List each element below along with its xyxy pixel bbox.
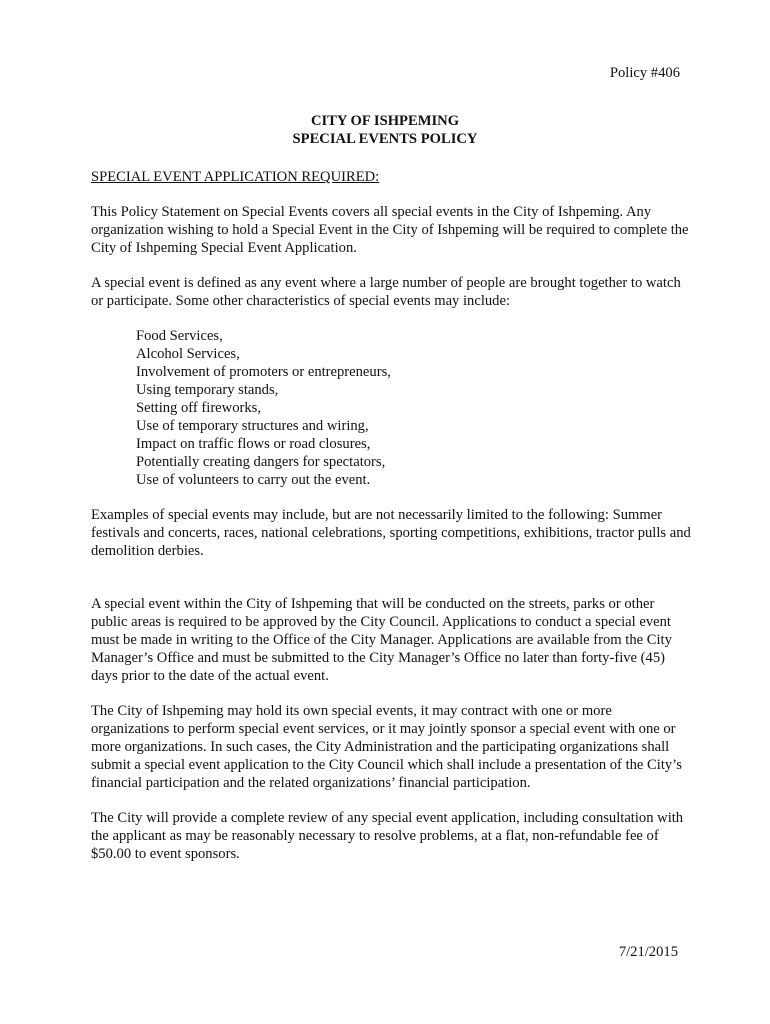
list-item: Potentially creating dangers for spectators,: [136, 454, 386, 470]
document-date: 7/21/2015: [618, 944, 678, 960]
title-city: CITY OF ISHPEMING: [310, 113, 460, 129]
characteristics-list: [136, 327, 691, 489]
section-heading: SPECIAL EVENT APPLICATION REQUIRED:: [91, 169, 380, 185]
spacer: [91, 577, 691, 595]
paragraph-scope: This Policy Statement on Special Events covers all special events in the City of Ishpeming. Any organization wishing to hold a Special Event in the City of Ishpeming will be required to complete the City of Ishpeming Special Event Application.: [91, 204, 689, 256]
document-body: [91, 168, 691, 880]
paragraph-city-events: The City of Ishpeming may hold its own special events, it may contract with one or more organizations to perform special event services, or it may jointly sponsor a special event with one or more organizations. In such cases, the City Administration and the participating organizations shall submit a special event application to the City Council which shall include a presentation of the City’s financial participation and the related organizations’ financial participation.: [91, 703, 682, 791]
list-item: Food Services,: [136, 328, 223, 344]
list-item: Alcohol Services,: [136, 346, 240, 362]
list-item: Use of volunteers to carry out the event.: [136, 472, 371, 488]
list-item: Use of temporary structures and wiring,: [136, 418, 369, 434]
title-policy: SPECIAL EVENTS POLICY: [292, 131, 478, 147]
policy-number: Policy #406: [609, 65, 680, 81]
paragraph-review-fee: The City will provide a complete review of any special event application, including consultation with the applicant as may be reasonably necessary to resolve problems, at a flat, non-refundable fee of $50.00 to event sponsors.: [91, 810, 684, 862]
list-item: Impact on traffic flows or road closures,: [136, 436, 371, 452]
list-item: Involvement of promoters or entrepreneurs,: [136, 364, 391, 380]
document-title: [0, 112, 770, 148]
paragraph-approval: A special event within the City of Ishpeming that will be conducted on the streets, parks or other public areas is required to be approved by the City Council. Applications to conduct a special event must be made in writing to the Office of the City Manager. Applications are available from the City Manager’s Office and must be submitted to the City Manager’s Office no later than forty-five (45) days prior to the date of the actual event.: [91, 596, 672, 684]
list-item: Setting off fireworks,: [136, 400, 261, 416]
paragraph-definition: A special event is defined as any event where a large number of people are brought together to watch or participate. Some other characteristics of special events may include:: [91, 275, 681, 309]
list-item: Using temporary stands,: [136, 382, 279, 398]
paragraph-examples: Examples of special events may include, but are not necessarily limited to the following: Summer festivals and concerts, races, national celebrations, sporting competitions, exhibitions, tractor pulls and demolition derbies.: [91, 507, 691, 559]
